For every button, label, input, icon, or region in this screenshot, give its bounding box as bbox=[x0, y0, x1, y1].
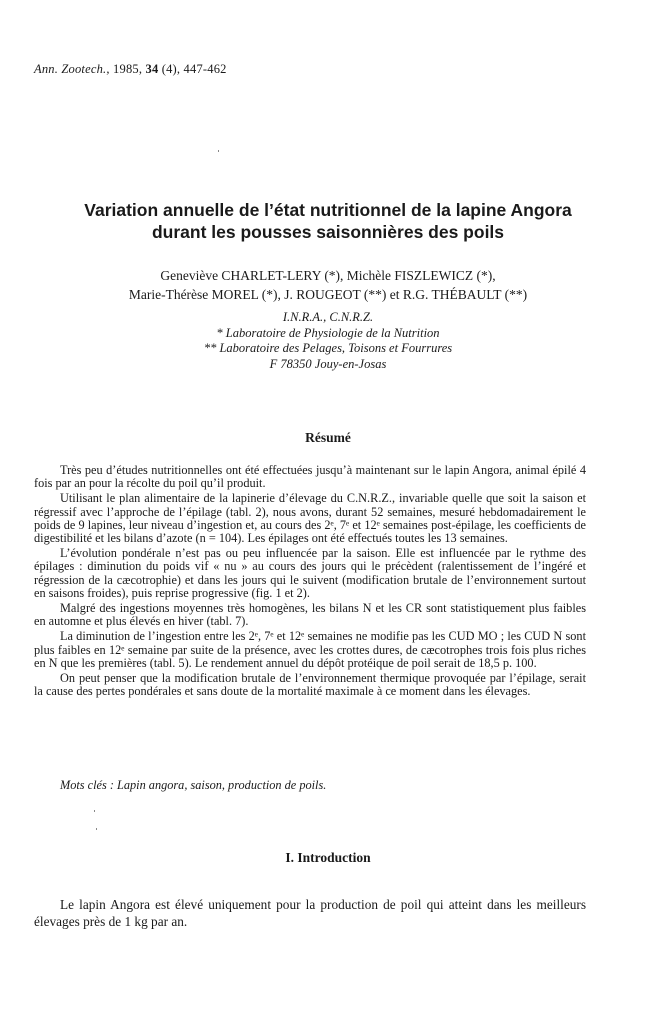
affiliation-lab-1: * Laboratoire de Physiologie de la Nutrition bbox=[216, 325, 440, 340]
authors-line-1: Geneviève CHARLET-LERY (*), Michèle FISZLEWICZ (*), bbox=[160, 268, 496, 283]
author-list bbox=[24, 266, 632, 304]
journal-year: 1985, bbox=[113, 62, 143, 76]
resume-paragraph: On peut penser que la modification brutale de l’environnement thermique provoquée par l’épilage, serait la cause des pertes pondérales et sans doute de la mortalité maximale à ce moment dans les élevages. bbox=[34, 671, 586, 699]
scan-speck bbox=[218, 150, 219, 152]
resume-paragraph: L’évolution pondérale n’est pas ou peu influencée par la saison. Elle est influencée par le rythme des épilages : diminution du poids vif « nu » au cours des jours qui le précèdent (ralentissement de l’ingéré et régression de la cæcotrophie) et dans les jours qui le suivent (modification brutale de l’environnement surtout en saisons froides), puis reprise progressive (fig. 1 et 2). bbox=[34, 546, 586, 600]
authors-line-2: Marie-Thérèse MOREL (*), J. ROUGEOT (**) et R.G. THÉBAULT (**) bbox=[128, 287, 528, 302]
title-line-2: durant les pousses saisonnières des poils bbox=[151, 222, 505, 242]
resume-paragraph: La diminution de l’ingestion entre les 2ᵉ, 7ᵉ et 12ᵉ semaines ne modifie pas les CUD MO ; les CUD N sont plus faibles en 12ᵉ semaine par suite de la présence, avec les crottes dures, de cæcotrophes trois fois plus riches en N que les premières (tabl. 5). Le rendement annuel du dépôt protéique de poil serait de 18,5 p. 100. bbox=[34, 629, 586, 670]
journal-citation bbox=[34, 62, 227, 77]
scan-speck bbox=[94, 810, 95, 812]
resume-body bbox=[34, 464, 586, 700]
introduction-text: Le lapin Angora est élevé uniquement pour la production de poil qui atteint dans les meilleurs élevages près de 1 kg par an. bbox=[34, 897, 586, 929]
journal-volume: 34 bbox=[145, 62, 159, 76]
affiliations bbox=[24, 310, 632, 372]
resume-paragraph: Malgré des ingestions moyennes très homogènes, les bilans N et les CR sont statistiquement plus faibles en automne et plus élevés en hiver (tabl. 7). bbox=[34, 601, 586, 629]
resume-paragraph: Utilisant le plan alimentaire de la lapinerie d’élevage du C.N.R.Z., invariable quelle que soit la saison et régressif avec l’approche de l’épilage (tabl. 2), nous avons, durant 52 semaines, mesuré hebdomadairement le poids de 9 lapines, leur niveau d’ingestion et, au cours des 2ᵉ, 7ᵉ et 12ᵉ semaines post-épilage, les coefficients de digestibilité et les bilans d’azote (n = 104). Les épilages ont été effectués toutes les 13 semaines. bbox=[34, 491, 586, 546]
introduction-heading: I. Introduction bbox=[285, 850, 371, 865]
scan-speck bbox=[96, 828, 97, 830]
affiliation-org: I.N.R.A., C.N.R.Z. bbox=[282, 310, 374, 324]
affiliation-address: F 78350 Jouy-en-Josas bbox=[269, 356, 387, 371]
keywords: Mots clés : Lapin angora, saison, production de poils. bbox=[60, 778, 327, 792]
journal-name: Ann. Zootech., bbox=[34, 62, 110, 76]
affiliation-lab-2: ** Laboratoire des Pelages, Toisons et Fourrures bbox=[203, 341, 453, 355]
paper-title bbox=[24, 199, 632, 243]
title-line-1: Variation annuelle de l’état nutritionnel de la lapine Angora bbox=[84, 200, 572, 220]
resume-heading: Résumé bbox=[305, 430, 351, 445]
resume-paragraph: Très peu d’études nutritionnelles ont été effectuées jusqu’à maintenant sur le lapin Angora, animal épilé 4 fois par an pour la récolte du poil qu’il produit. bbox=[34, 463, 586, 491]
journal-issue-pages: (4), 447-462 bbox=[161, 62, 227, 76]
